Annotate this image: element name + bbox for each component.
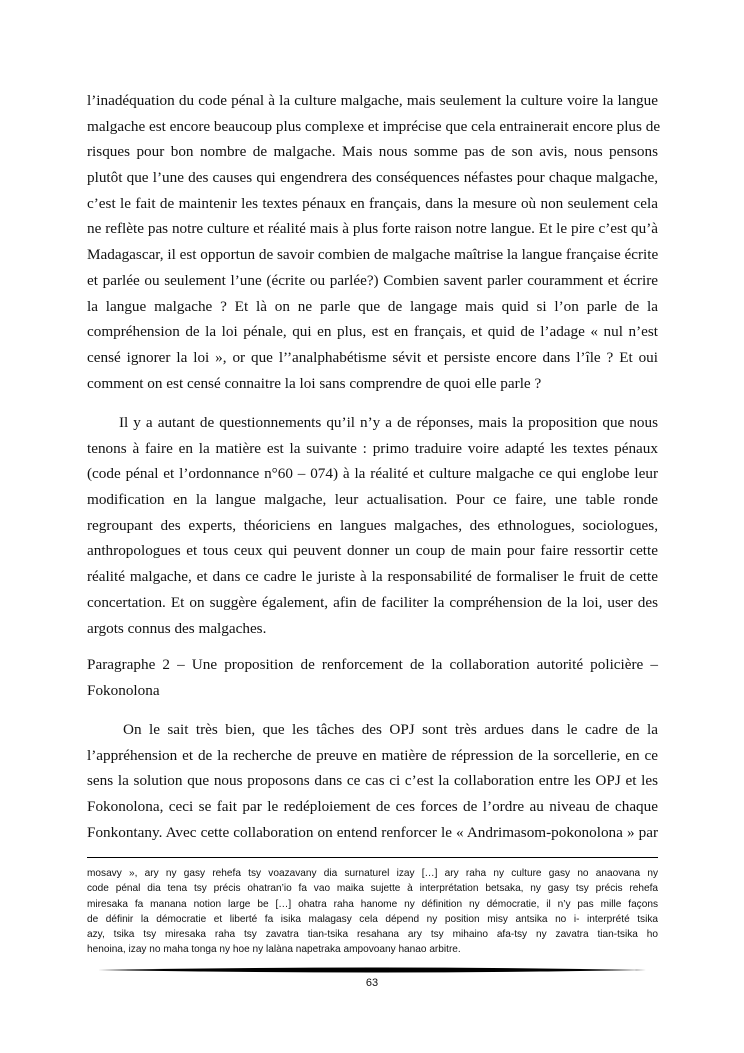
text-line: miresaka fa manana notion large be […] ohatra raha hanome ny définition ny démocratie, il n’y pas mille façons (87, 898, 658, 910)
text-line: Paragraphe 2 – Une proposition de renforcement de la collaboration autorité policière – (87, 656, 658, 673)
paragraph-1 (87, 88, 661, 396)
paragraph-3 (87, 717, 658, 845)
text-line: sens la solution que nous proposons dans ce cas ci c’est la collaboration entre les OPJ et les (87, 772, 658, 790)
text-line: Fonkontany. Avec cette collaboration on entend renforcer le « Andrimasom-pokonolona » par (87, 823, 658, 841)
text-line: (code pénal et l’ordonnance n°60 – 074) à la réalité et culture malgache ce qui englobe leur (87, 465, 658, 483)
text-line: malgache est encore beaucoup plus complexe et imprécise que cela entrainerait encore plus de (87, 117, 661, 135)
footnote (87, 866, 658, 958)
text-line: concertation. Et on suggère également, afin de faciliter la compréhension de la loi, user des (87, 593, 658, 611)
text-line: henoina, izay no maha tonga ny hoe ny lalàna napetraka ampovoany hanao arbitre. (87, 944, 461, 956)
section-heading (87, 652, 658, 703)
text-line: anthropologues et tous ceux qui peuvent donner un coup de main pour faire ressortir cette (87, 542, 658, 560)
text-line: mosavy », ary ny gasy rehefa tsy voazavany dia surnaturel izay […] ary raha ny culture gasy no anaovana ny (87, 868, 658, 879)
text-line: comment on est censé connaitre la loi sans comprendre de quoi elle parle ? (87, 374, 542, 392)
text-line: modification en la langue malgache, leur actualisation. Pour ce faire, une table ronde (87, 491, 658, 509)
text-line: azy, tsika tsy miresaka raha tsy zavatra tian-tsika resahana ary tsy mihaino afa-tsy ny zavatra tian-tsika ho (87, 929, 658, 941)
text-line: tenons à faire en la matière est la suivante : primo traduire voire adapté les textes pénaux (87, 439, 658, 457)
text-line: argots connus des malgaches. (87, 619, 267, 637)
text-line: de définir la démocratie et liberté fa isika malagasy cela dépend ny position misy antsika no i- interprété tsika (87, 913, 658, 925)
text-line: risques pour bon nombre de malgache. Mais nous somme pas de son avis, nous pensons (87, 143, 658, 161)
text-line: censé ignorer la loi », or que l’’analphabétisme sévit et persiste encore dans l’île ? Et oui (87, 348, 658, 366)
text-line: On le sait très bien, que les tâches des OPJ sont très ardues dans le cadre de la (123, 721, 658, 738)
text-line: Il y a autant de questionnements qu’il n’y a de réponses, mais la proposition que nous (119, 414, 658, 431)
text-line: la langue malgache ? Et là on ne parle que de langage mais quid si l’on parle de la (87, 297, 658, 315)
text-line: Fokonolona, ceci se fait par le redéploiement de ces forces de l’ordre au niveau de chaque (87, 798, 658, 816)
text-line: l’inadéquation du code pénal à la culture malgache, mais seulement la culture voire la langue (87, 92, 658, 109)
text-line: et parlée ou seulement l’une (écrite ou parlée?) Combien savent parler couramment et écrire (87, 271, 658, 289)
text-line: code pénal dia tena tsy précis ohatran’io fa vao maika sujette à interprétation betsaka, ny gasy tsy précis rehefa (87, 883, 658, 895)
text-line: l’appréhension et de la recherche de preuve en matière de répression de la sorcellerie, en ce (87, 746, 658, 764)
footnote-separator (87, 857, 658, 858)
text-line: Madagascar, il est opportun de savoir combien de malgache maîtrise la langue française écrite (87, 246, 659, 264)
text-line: plutôt que l’une des causes qui engendrera des conséquences néfastes pour chaque malgache, (87, 169, 658, 187)
text-line: ne reflète pas notre culture et réalité mais à plus forte raison notre langue. Et le pire c’est qu’à (87, 220, 658, 238)
page-number: 63 (365, 977, 379, 989)
text-line: regroupant des experts, théoriciens en langues malgaches, des ethnologues, sociologues, (87, 516, 658, 534)
paragraph-2 (87, 410, 658, 641)
text-line: c’est le fait de maintenir les textes pénaux en français, dans la mesure où non seulement cela (87, 194, 658, 212)
decorative-footer-rule (98, 966, 646, 974)
text-line: réalité malgache, et dans ce cadre le juriste à la responsabilité de formaliser le fruit de cette (87, 568, 658, 586)
text-line: Fokonolona (87, 681, 160, 699)
text-line: compréhension de la loi pénale, qui en plus, est en français, et quid de l’adage « nul n’est (87, 323, 658, 341)
